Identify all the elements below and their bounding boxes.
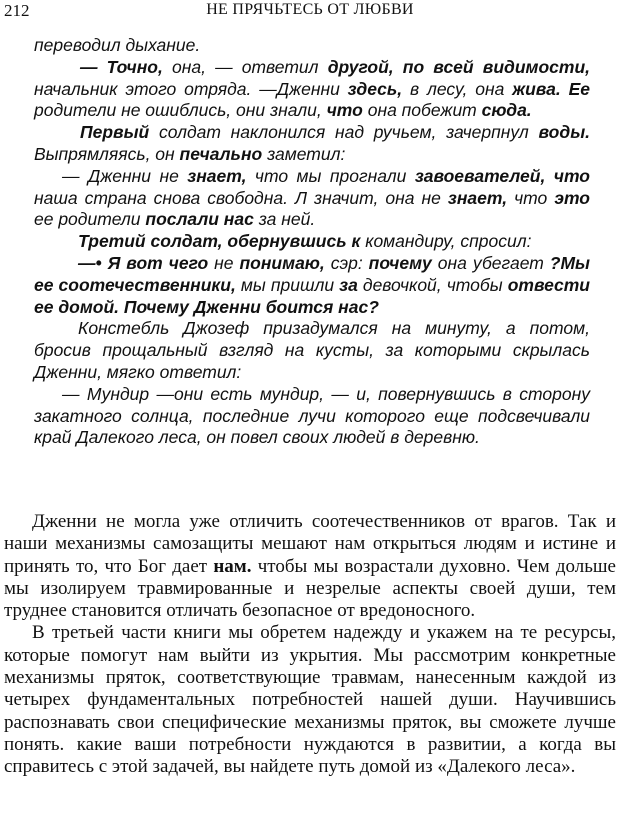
- quote-paragraph: — Мундир —они есть мундир, — и, повернувшись в сторону закатного солнца, последние лучи которого еще подсвечивали край Далекого леса, он повел своих людей в деревню.: [34, 383, 590, 448]
- quote-paragraph: переводил дыхание.: [34, 35, 201, 55]
- body-paragraph: В третьей части книги мы обретем надежду и укажем на те ресурсы, которые помогут нам выйти из укрытия. Мы рассмотрим конкретные механизмы пряток, соответствующие травмам, нанесенным каждой из четырех фундаментальных потребностей нашей души. Научившись распознавать свои специфические механизмы пряток, вы сможете лучше понять. какие ваши потребности нуждаются в развитии, а когда вы справитесь с этой задачей, вы найдете путь домой из «Далекого леса».: [4, 622, 616, 778]
- page-number: 212: [4, 1, 30, 20]
- body-paragraph: Дженни не могла уже отличить соотечественников от врагов. Так и наши механизмы самозащиты мешают нам открыться людям и истине и принять то, что Бог дает нам. чтобы мы возрастали духовно. Чем дольше мы изолируем травмированные и незрелые аспекты своей души, тем труднее становится отличать безопасное от вредоносного.: [4, 511, 616, 622]
- running-title: НЕ ПРЯЧЬТЕСЬ ОТ ЛЮБВИ: [206, 1, 414, 18]
- quote-paragraph: Констебль Джозеф призадумался на минуту, а потом, бросив прощальный взгляд на кусты, за которыми скрылась Дженни, мягко ответил:: [34, 318, 590, 382]
- quote-paragraph: —• Я вот чего не понимаю, сэр: почему она убегает ?Мы ее соотечественники, мы пришли за девочкой, чтобы отвести ее домой. Почему Дженни боится нас?: [34, 252, 591, 317]
- quote-paragraph: — Точно, она, — ответил другой, по всей видимости, начальник этого отряда. —Дженни здесь, в лесу, она жива. Ее родители не ошиблись, они знали, что она побежит сюда.: [34, 56, 591, 121]
- page-header: [0, 1, 620, 21]
- quote-paragraph: Третий солдат, обернувшись к командиру, спросил:: [78, 231, 532, 252]
- quote-paragraph: — Дженни не знает, что мы прогнали завоевателей, что наша страна снова свободна. Л значит, она не знает, что это ее родители послали нас за ней.: [34, 165, 590, 230]
- story-excerpt: [34, 35, 590, 449]
- quote-paragraph: Первый солдат наклонился над ручьем, зачерпнул воды. Выпрямляясь, он печально заметил:: [34, 122, 590, 164]
- main-text: [4, 511, 616, 779]
